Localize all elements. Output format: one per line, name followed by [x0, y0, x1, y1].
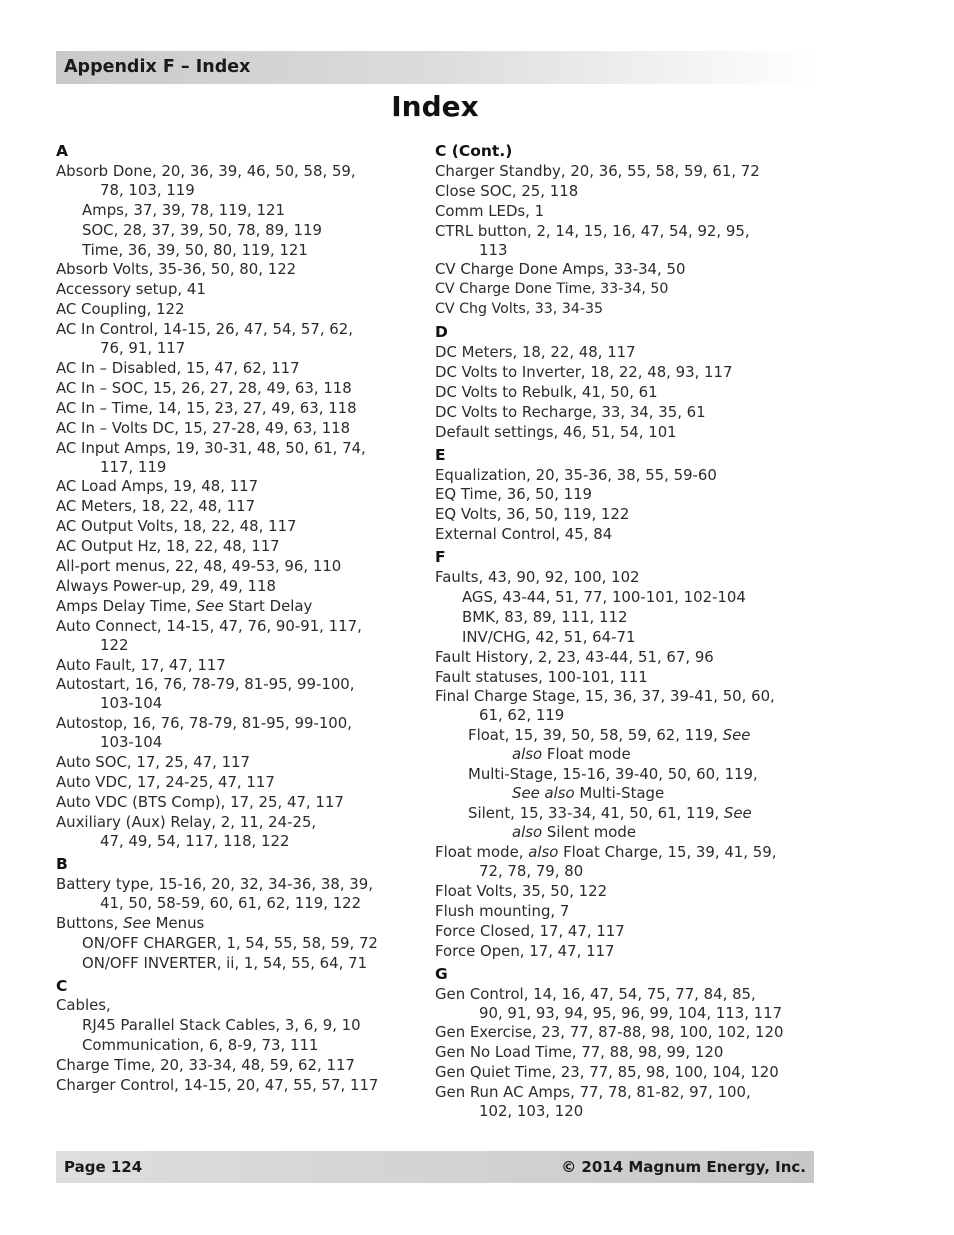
index-entry: CV Chg Volts, 33, 34-35 — [435, 301, 604, 318]
index-letter-f: F — [435, 548, 446, 567]
index-subentry: INV/CHG, 42, 51, 64-71 — [462, 627, 636, 646]
index-entry: AC In – SOC, 15, 26, 27, 28, 49, 63, 118 — [56, 378, 352, 397]
index-entry: Auto VDC, 17, 24-25, 47, 117 — [56, 773, 275, 792]
index-letter-b: B — [56, 854, 68, 873]
index-subentry: Time, 36, 39, 50, 80, 119, 121 — [82, 240, 308, 259]
index-entry: Buttons, See Menus — [56, 913, 205, 932]
index-subentry: AGS, 43-44, 51, 77, 100-101, 102-104 — [462, 588, 746, 607]
index-entry: Close SOC, 25, 118 — [435, 181, 579, 200]
index-entry: DC Volts to Rebulk, 41, 50, 61 — [435, 382, 658, 401]
index-subentry: ON/OFF CHARGER, 1, 54, 55, 58, 59, 72 — [82, 933, 378, 952]
copyright-notice: © 2014 Magnum Energy, Inc. — [561, 1158, 806, 1176]
index-entry: Charger Standby, 20, 36, 55, 58, 59, 61, 72 — [435, 161, 760, 180]
index-subentry: Communication, 6, 8-9, 73, 111 — [82, 1036, 319, 1055]
index-subentry: Amps, 37, 39, 78, 119, 121 — [82, 200, 285, 219]
index-entry: Final Charge Stage, 15, 36, 37, 39-41, 50, 60, 61, 62, 119 — [435, 687, 775, 725]
index-column-right — [435, 138, 835, 1121]
index-entry: DC Volts to Recharge, 33, 34, 35, 61 — [435, 402, 706, 421]
index-entry: CV Charge Done Time, 33-34, 50 — [435, 281, 669, 298]
index-entry: Auto Fault, 17, 47, 117 — [56, 655, 226, 674]
index-entry: Auto Connect, 14-15, 47, 76, 90-91, 117, 122 — [56, 616, 362, 654]
index-subentry: Multi-Stage, 15-16, 39-40, 50, 60, 119, See also Multi-Stage — [468, 765, 758, 803]
index-entry: Gen Exercise, 23, 77, 87-88, 98, 100, 102, 120 — [435, 1023, 784, 1042]
index-entry: Force Closed, 17, 47, 117 — [435, 921, 625, 940]
index-entry: Autostop, 16, 76, 78-79, 81-95, 99-100, 103-104 — [56, 714, 352, 752]
index-entry: Gen Control, 14, 16, 47, 54, 75, 77, 84, 85, 90, 91, 93, 94, 95, 96, 99, 104, 113, 117 — [435, 984, 783, 1022]
index-entry: AC Load Amps, 19, 48, 117 — [56, 477, 259, 496]
index-entry: Auto SOC, 17, 25, 47, 117 — [56, 753, 251, 772]
index-entry: Accessory setup, 41 — [56, 280, 206, 299]
index-entry: DC Meters, 18, 22, 48, 117 — [435, 343, 636, 362]
index-subentry: BMK, 83, 89, 111, 112 — [462, 607, 628, 626]
index-entry: EQ Volts, 36, 50, 119, 122 — [435, 505, 630, 524]
index-entry: Flush mounting, 7 — [435, 901, 570, 920]
index-entry: Comm LEDs, 1 — [435, 201, 545, 220]
index-subentry: Silent, 15, 33-34, 41, 50, 61, 119, See also Silent mode — [468, 804, 752, 842]
index-letter-a: A — [56, 142, 68, 160]
index-entry: Absorb Done, 20, 36, 39, 46, 50, 58, 59, 78, 103, 119 — [56, 161, 356, 199]
index-entry: Gen Quiet Time, 23, 77, 85, 98, 100, 104, 120 — [435, 1063, 779, 1082]
index-entry: Equalization, 20, 35-36, 38, 55, 59-60 — [435, 465, 717, 484]
index-entry: Charger Control, 14-15, 20, 47, 55, 57, 117 — [56, 1075, 379, 1094]
index-entry: AC Coupling, 122 — [56, 300, 185, 319]
section-header-bar — [56, 51, 816, 84]
index-entry: Charge Time, 20, 33-34, 48, 59, 62, 117 — [56, 1056, 355, 1075]
index-letter-g: G — [435, 964, 448, 983]
index-entry: Gen Run AC Amps, 77, 78, 81-82, 97, 100, 102, 103, 120 — [435, 1083, 751, 1121]
index-subentry: SOC, 28, 37, 39, 50, 78, 89, 119 — [82, 220, 322, 239]
index-entry: Fault History, 2, 23, 43-44, 51, 67, 96 — [435, 647, 714, 666]
index-entry: AC In – Volts DC, 15, 27-28, 49, 63, 118 — [56, 418, 351, 437]
index-entry: Autostart, 16, 76, 78-79, 81-95, 99-100, 103-104 — [56, 675, 355, 713]
index-entry: Always Power-up, 29, 49, 118 — [56, 576, 276, 595]
index-letter-c: C — [56, 976, 68, 995]
index-entry: Faults, 43, 90, 92, 100, 102 — [435, 568, 640, 587]
index-entry: AC Meters, 18, 22, 48, 117 — [56, 497, 256, 516]
index-subentry: ON/OFF INVERTER, ii, 1, 54, 55, 64, 71 — [82, 953, 368, 972]
index-entry: AC Output Volts, 18, 22, 48, 117 — [56, 517, 297, 536]
index-entry: AC Output Hz, 18, 22, 48, 117 — [56, 537, 280, 556]
index-subentry: RJ45 Parallel Stack Cables, 3, 6, 9, 10 — [82, 1016, 361, 1035]
footer-bar — [56, 1151, 814, 1183]
index-entry: Float Volts, 35, 50, 122 — [435, 881, 608, 900]
index-subentry: Float, 15, 39, 50, 58, 59, 62, 119, See also Float mode — [468, 726, 751, 764]
index-entry: Force Open, 17, 47, 117 — [435, 941, 615, 960]
index-column-left — [56, 138, 426, 1095]
index-letter-e: E — [435, 445, 446, 464]
index-entry: Amps Delay Time, See Start Delay — [56, 596, 313, 615]
index-entry: Cables, — [56, 996, 111, 1015]
index-entry: AC In – Time, 14, 15, 23, 27, 49, 63, 118 — [56, 398, 357, 417]
index-entry: Absorb Volts, 35-36, 50, 80, 122 — [56, 260, 297, 279]
index-entry: Auxiliary (Aux) Relay, 2, 11, 24-25, 47, 49, 54, 117, 118, 122 — [56, 812, 317, 850]
index-entry: All-port menus, 22, 48, 49-53, 96, 110 — [56, 557, 342, 576]
page-title: Index — [391, 90, 479, 123]
section-header-title: Appendix F – Index — [64, 57, 251, 77]
index-entry: AC Input Amps, 19, 30-31, 48, 50, 61, 74, 117, 119 — [56, 438, 366, 476]
index-entry: Gen No Load Time, 77, 88, 98, 99, 120 — [435, 1043, 724, 1062]
index-entry: Auto VDC (BTS Comp), 17, 25, 47, 117 — [56, 793, 344, 812]
index-entry: CTRL button, 2, 14, 15, 16, 47, 54, 92, 95, 113 — [435, 221, 750, 259]
index-entry: Float mode, also Float Charge, 15, 39, 41, 59, 72, 78, 79, 80 — [435, 843, 777, 881]
index-entry: Battery type, 15-16, 20, 32, 34-36, 38, 39, 41, 50, 58-59, 60, 61, 62, 119, 122 — [56, 874, 373, 912]
index-entry: Fault statuses, 100-101, 111 — [435, 667, 648, 686]
index-letter-c-cont: C (Cont.) — [435, 142, 513, 160]
index-entry: AC In Control, 14-15, 26, 47, 54, 57, 62, 76, 91, 117 — [56, 320, 353, 358]
index-entry: DC Volts to Inverter, 18, 22, 48, 93, 117 — [435, 363, 733, 382]
index-letter-d: D — [435, 323, 448, 342]
index-entry: External Control, 45, 84 — [435, 525, 613, 544]
index-entry: Default settings, 46, 51, 54, 101 — [435, 422, 677, 441]
page-number: Page 124 — [64, 1158, 143, 1176]
index-entry: CV Charge Done Amps, 33-34, 50 — [435, 260, 686, 279]
index-entry: EQ Time, 36, 50, 119 — [435, 485, 593, 504]
index-entry: AC In – Disabled, 15, 47, 62, 117 — [56, 359, 300, 378]
